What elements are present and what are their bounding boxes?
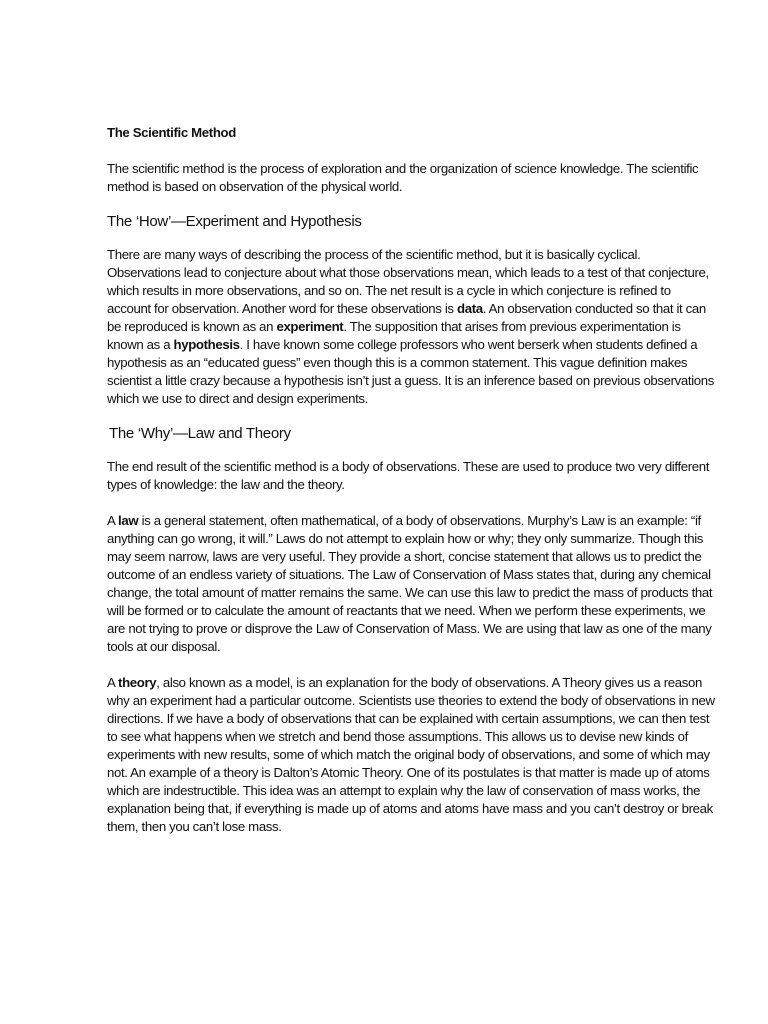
- document-title: The Scientific Method: [107, 125, 236, 140]
- keyword-data: data: [457, 301, 483, 316]
- keyword-experiment: experiment: [276, 319, 344, 334]
- keyword-hypothesis: hypothesis: [173, 337, 240, 352]
- intro-paragraph: The scientific method is the process of exploration and the organization of science knowledge. The scientific method is based on observation of the physical world.: [107, 161, 699, 194]
- paragraph-theory: A theory, also known as a model, is an explanation for the body of observations. A Theory gives us a reason why an experiment had a particular outcome. Scientists use theories to extend the body of observations in new directions. If we have a body of observations that can be explained with certain assumptions, we can then test to see what happens when we stretch and bend those assumptions. This allows us to devise new kinds of experiments with new results, some of which match the original body of observations, and some of which may not. An example of a theory is Dalton’s Atomic Theory. One of its postulates is that matter is made up of atoms which are indestructible. This idea was an attempt to explain why the law of conservation of mass works, the explanation being that, if everything is made up of atoms and atoms have mass and you can’t destroy or break them, then you can’t lose mass.: [107, 675, 715, 834]
- keyword-law: law: [118, 513, 139, 528]
- section-heading-why: The ‘Why’—Law and Theory: [109, 425, 291, 442]
- paragraph-law: A law is a general statement, often mathematical, of a body of observations. Murphy’s Law is an example: “if anything can go wrong, it will.” Laws do not attempt to explain how or why; they only summarize. Though this may seem narrow, laws are very useful. They provide a short, concise statement that allows us to predict the outcome of an endless variety of situations. The Law of Conservation of Mass states that, during any chemical change, the total amount of matter remains the same. We can use this law to predict the mass of products that will be formed or to calculate the amount of reactants that we need. When we perform these experiments, we are not trying to prove or disprove the Law of Conservation of Mass. We are using that law as one of the many tools at our disposal.: [107, 513, 713, 654]
- paragraph-law-theory-intro: The end result of the scientific method is a body of observations. These are used to produce two very different types of knowledge: the law and the theory.: [107, 459, 710, 492]
- section-heading-how: The ‘How’—Experiment and Hypothesis: [107, 213, 362, 230]
- keyword-theory: theory: [118, 675, 157, 690]
- paragraph-experiment-hypothesis: There are many ways of describing the process of the scientific method, but it is basically cyclical. Observations lead to conjecture about what those observations mean, which leads to a test of that conjecture, which results in more observations, and so on. The net result is a cycle in which conjecture is refined to account for observation. Another word for these observations is data. An observation conducted so that it can be reproduced is known as an experiment. The supposition that arises from previous experimentation is known as a hypothesis. I have known some college professors who went berserk when students defined a hypothesis as an “educated guess” even though this is a common statement. This vague definition makes scientist a little crazy because a hypothesis isn’t just a guess. It is an inference based on previous observations which we use to direct and design experiments.: [107, 247, 715, 406]
